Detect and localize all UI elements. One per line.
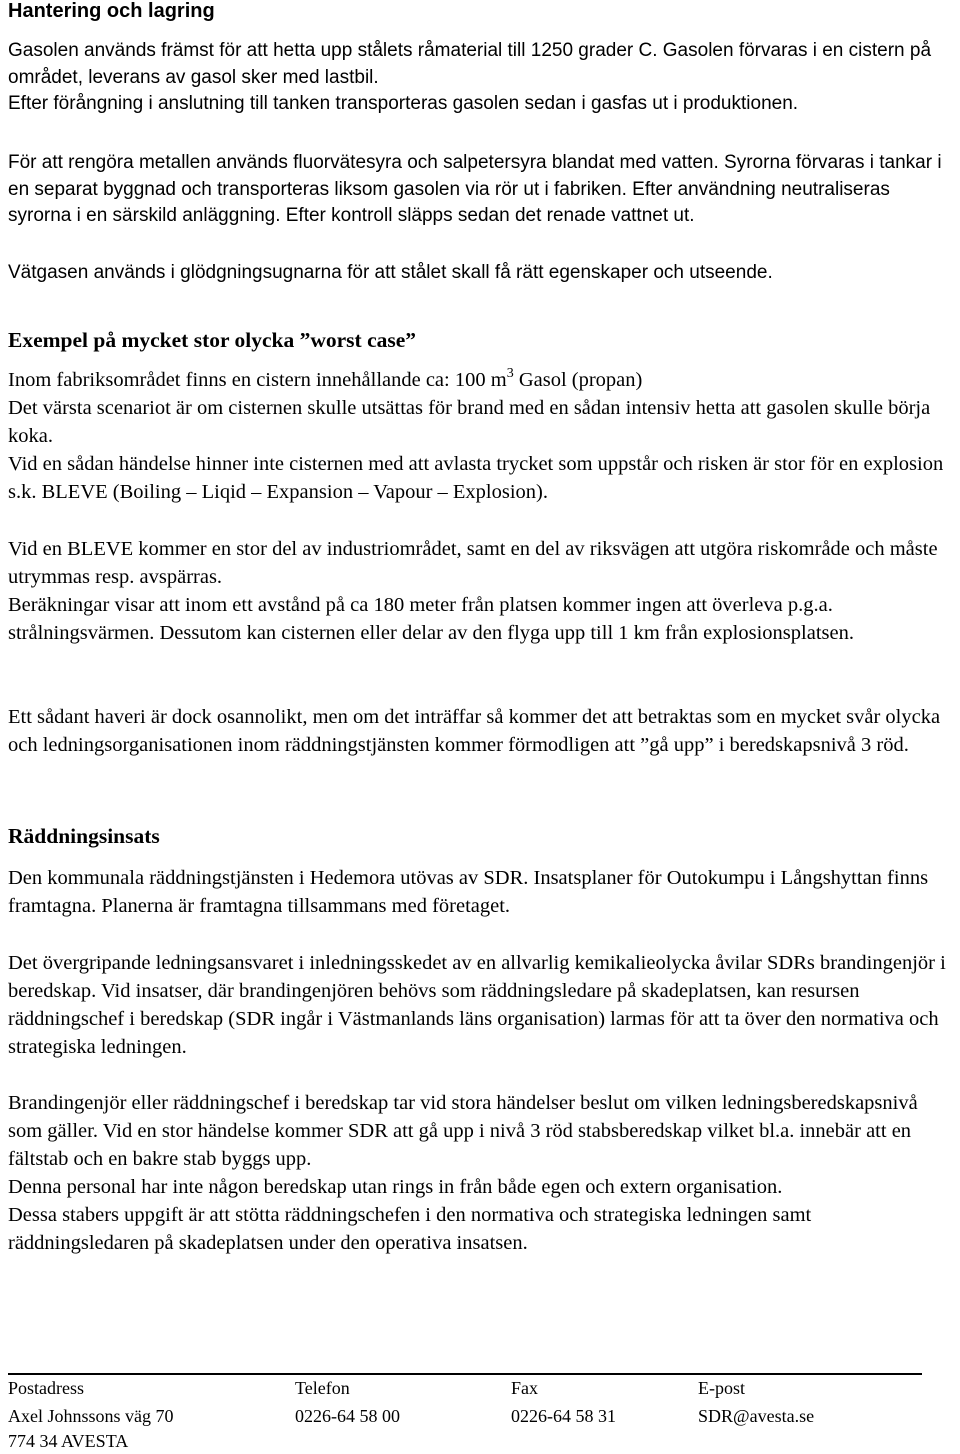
section2-p3: Vid en sådan händelse hinner inte cisternen med att avlasta trycket som uppstår och risken är stor för en explosion s.k. BLEVE (Boiling – Liqid – Expansion – Vapour – Explosion). xyxy=(8,453,944,503)
section3-p5: Dessa stabers uppgift är att stötta räddningschefen i den normativa och strategiska ledningen samt räddningsledaren på skadeplatsen under den operativa insatsen. xyxy=(8,1204,812,1254)
section2-block-2 xyxy=(8,535,952,647)
section3-p4: Denna personal har inte någon beredskap utan rings in från både egen och extern organisation. xyxy=(8,1176,783,1198)
section3-block-3 xyxy=(8,1089,952,1257)
section1-paragraph-2: För att rengöra metallen används fluorvätesyra och salpetersyra blandat med vatten. Syrorna förvaras i tankar i en separat byggnad och transporteras liksom gasolen via rör ut i fabriken. Efter användning neutraliseras syrorna i en särskild anläggning. Efter kontroll släpps sedan det renade vattnet ut. xyxy=(8,152,942,226)
section2-p6: Ett sådant haveri är dock osannolikt, men om det inträffar så kommer det att betraktas som en mycket svår olycka och ledningsorganisationen inom räddningstjänsten kommer förmodligen att ”gå upp” i beredskapsnivå 3 röd. xyxy=(8,706,941,756)
epost-label: E-post xyxy=(698,1378,745,1398)
heading-raddningsinsats: Räddningsinsats xyxy=(8,824,160,848)
postadress-label: Postadress xyxy=(8,1378,84,1398)
gasol-text: Gasol (propan) xyxy=(513,369,643,391)
section2-p2: Det värsta scenariot är om cisternen skulle utsättas för brand med en sådan intensiv hetta att gasolen skulle börja koka. xyxy=(8,397,931,447)
postadress-line-2: 774 34 AVESTA xyxy=(8,1431,129,1451)
footer-telefon xyxy=(295,1376,400,1429)
heading-worst-case: Exempel på mycket stor olycka ”worst case” xyxy=(8,328,417,352)
fax-label: Fax xyxy=(511,1378,538,1398)
heading-hantering: Hantering och lagring xyxy=(8,0,215,22)
cubic-superscript: 3 xyxy=(506,366,514,381)
section1-line-2: Efter förångning i anslutning till tanken transporteras gasolen sedan i gasfas ut i produktionen. xyxy=(8,93,799,114)
section1-paragraph-1 xyxy=(8,38,952,118)
fax-value: 0226-64 58 31 xyxy=(511,1406,616,1426)
cistern-text: Inom fabriksområdet finns en cistern innehållande ca: 100 m xyxy=(8,369,507,391)
section2-p4: Vid en BLEVE kommer en stor del av industriområdet, samt en del av riksvägen att utgöra riskområde och måste utrymmas resp. avspärras. xyxy=(8,538,938,588)
telefon-label: Telefon xyxy=(295,1378,350,1398)
section2-p5: Beräkningar visar att inom ett avstånd på ca 180 meter från platsen kommer ingen att överleva p.g.a. strålningsvärmen. Dessutom kan cisternen eller delar av den flyga upp till 1 km från explosionsplatsen. xyxy=(8,594,854,644)
footer-epost xyxy=(698,1376,814,1429)
section1-paragraph-3: Vätgasen används i glödgningsugnarna för att stålet skall få rätt egenskaper och utseende. xyxy=(8,262,773,283)
telefon-value: 0226-64 58 00 xyxy=(295,1406,400,1426)
section2-p1 xyxy=(8,366,952,394)
section3-p2: Det övergripande ledningsansvaret i inledningsskedet av en allvarlig kemikalieolycka åvilar SDRs brandingenjör i beredskap. Vid insatser, där brandingenjören behövs som räddningsledare på skadeplatsen, kan resursen räddningschef i beredskap (SDR ingår i Västmanlands läns organisation) larmas för att ta över den normativa och strategiska ledningen. xyxy=(8,952,946,1058)
section3-p3: Brandingenjör eller räddningschef i beredskap tar vid stora händelser beslut om vilken ledningsberedskapsnivå som gäller. Vid en stor händelse kommer SDR att gå upp i nivå 3 röd stabsberedskap vilket bl.a. innebär att en fältstab och en bakre stab byggs upp. xyxy=(8,1092,918,1170)
section3-p1: Den kommunala räddningstjänsten i Hedemora utövas av SDR. Insatsplaner för Outokumpu i Långshyttan finns framtagna. Planerna är framtagna tillsammans med företaget. xyxy=(8,867,929,917)
section1-line-1: Gasolen används främst för att hetta upp stålets råmaterial till 1250 grader C. Gasolen förvaras i en cistern på området, leverans av gasol sker med lastbil. xyxy=(8,40,932,88)
epost-value[interactable]: SDR@avesta.se xyxy=(698,1406,815,1426)
section2-block-1 xyxy=(8,366,952,506)
footer-fax xyxy=(511,1376,616,1429)
postadress-line-1: Axel Johnssons väg 70 xyxy=(8,1406,174,1426)
footer-divider xyxy=(8,1373,922,1375)
footer-postadress xyxy=(8,1376,174,1451)
